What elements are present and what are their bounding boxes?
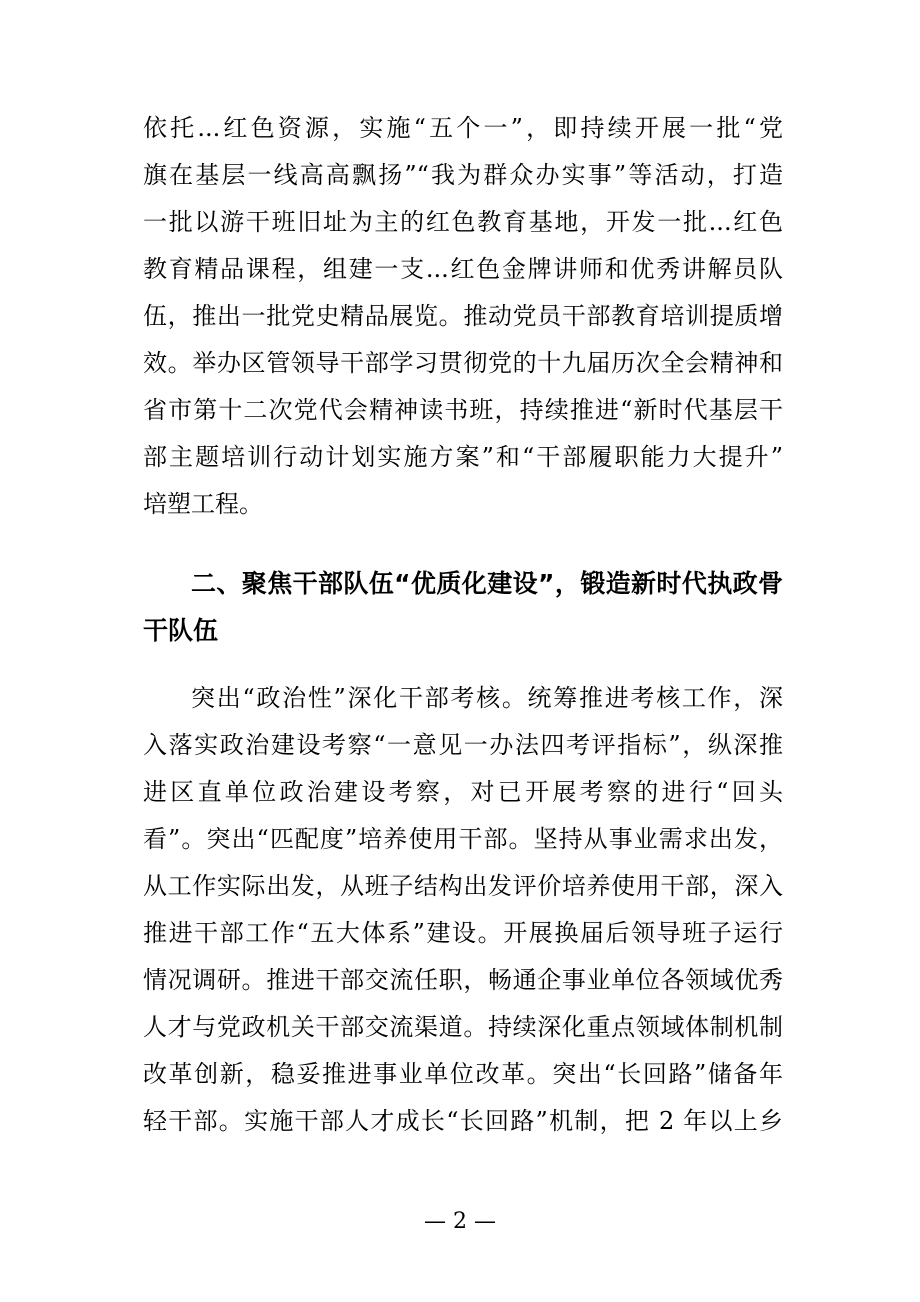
text-line: 进区直单位政治建设考察，对已开展考察的进行“回头 bbox=[143, 778, 783, 806]
text-line: 推进干部工作“五大体系”建设。开展换届后领导班子运行 bbox=[143, 919, 783, 947]
text-line: 一批以游干班旧址为主的红色教育基地，开发一批...红色 bbox=[143, 208, 783, 236]
text-line: 伍，推出一批党史精品展览。推动党员干部教育培训提质增 bbox=[143, 302, 783, 330]
text-line: 看”。突出“匹配度”培养使用干部。坚持从事业需求出发， bbox=[143, 825, 783, 853]
text-line: 部主题培训行动计划实施方案”和“干部履职能力大提升” bbox=[143, 443, 783, 471]
heading-line: 干队伍 bbox=[143, 616, 219, 645]
text-line: 轻干部。实施干部人才成长“长回路”机制，把 2 年以上乡 bbox=[143, 1107, 783, 1135]
text-line: 从工作实际出发，从班子结构出发评价培养使用干部，深入 bbox=[143, 872, 783, 900]
heading-line: 二、聚焦干部队伍“优质化建设”，锻造新时代执政骨 bbox=[191, 569, 783, 598]
page-number: — 2 — bbox=[424, 1209, 496, 1234]
text-line: 培塑工程。 bbox=[143, 490, 263, 518]
text-line: 效。举办区管领导干部学习贯彻党的十九届历次全会精神和 bbox=[143, 349, 783, 377]
text-line: 人才与党政机关干部交流渠道。持续深化重点领域体制机制 bbox=[143, 1013, 783, 1041]
text-line: 突出“政治性”深化干部考核。统筹推进考核工作，深 bbox=[191, 684, 783, 712]
text-line: 省市第十二次党代会精神读书班，持续推进“新时代基层干 bbox=[143, 396, 783, 424]
text-line: 依托...红色资源，实施“五个一”，即持续开展一批“党 bbox=[143, 114, 783, 142]
text-line: 情况调研。推进干部交流任职，畅通企事业单位各领域优秀 bbox=[143, 966, 783, 994]
text-line: 入落实政治建设考察“一意见一办法四考评指标”，纵深推 bbox=[143, 731, 783, 759]
text-line: 教育精品课程，组建一支...红色金牌讲师和优秀讲解员队 bbox=[143, 255, 783, 283]
text-line: 旗在基层一线高高飘扬”“我为群众办实事”等活动，打造 bbox=[143, 161, 783, 189]
text-line: 改革创新，稳妥推进事业单位改革。突出“长回路”储备年 bbox=[143, 1060, 783, 1088]
